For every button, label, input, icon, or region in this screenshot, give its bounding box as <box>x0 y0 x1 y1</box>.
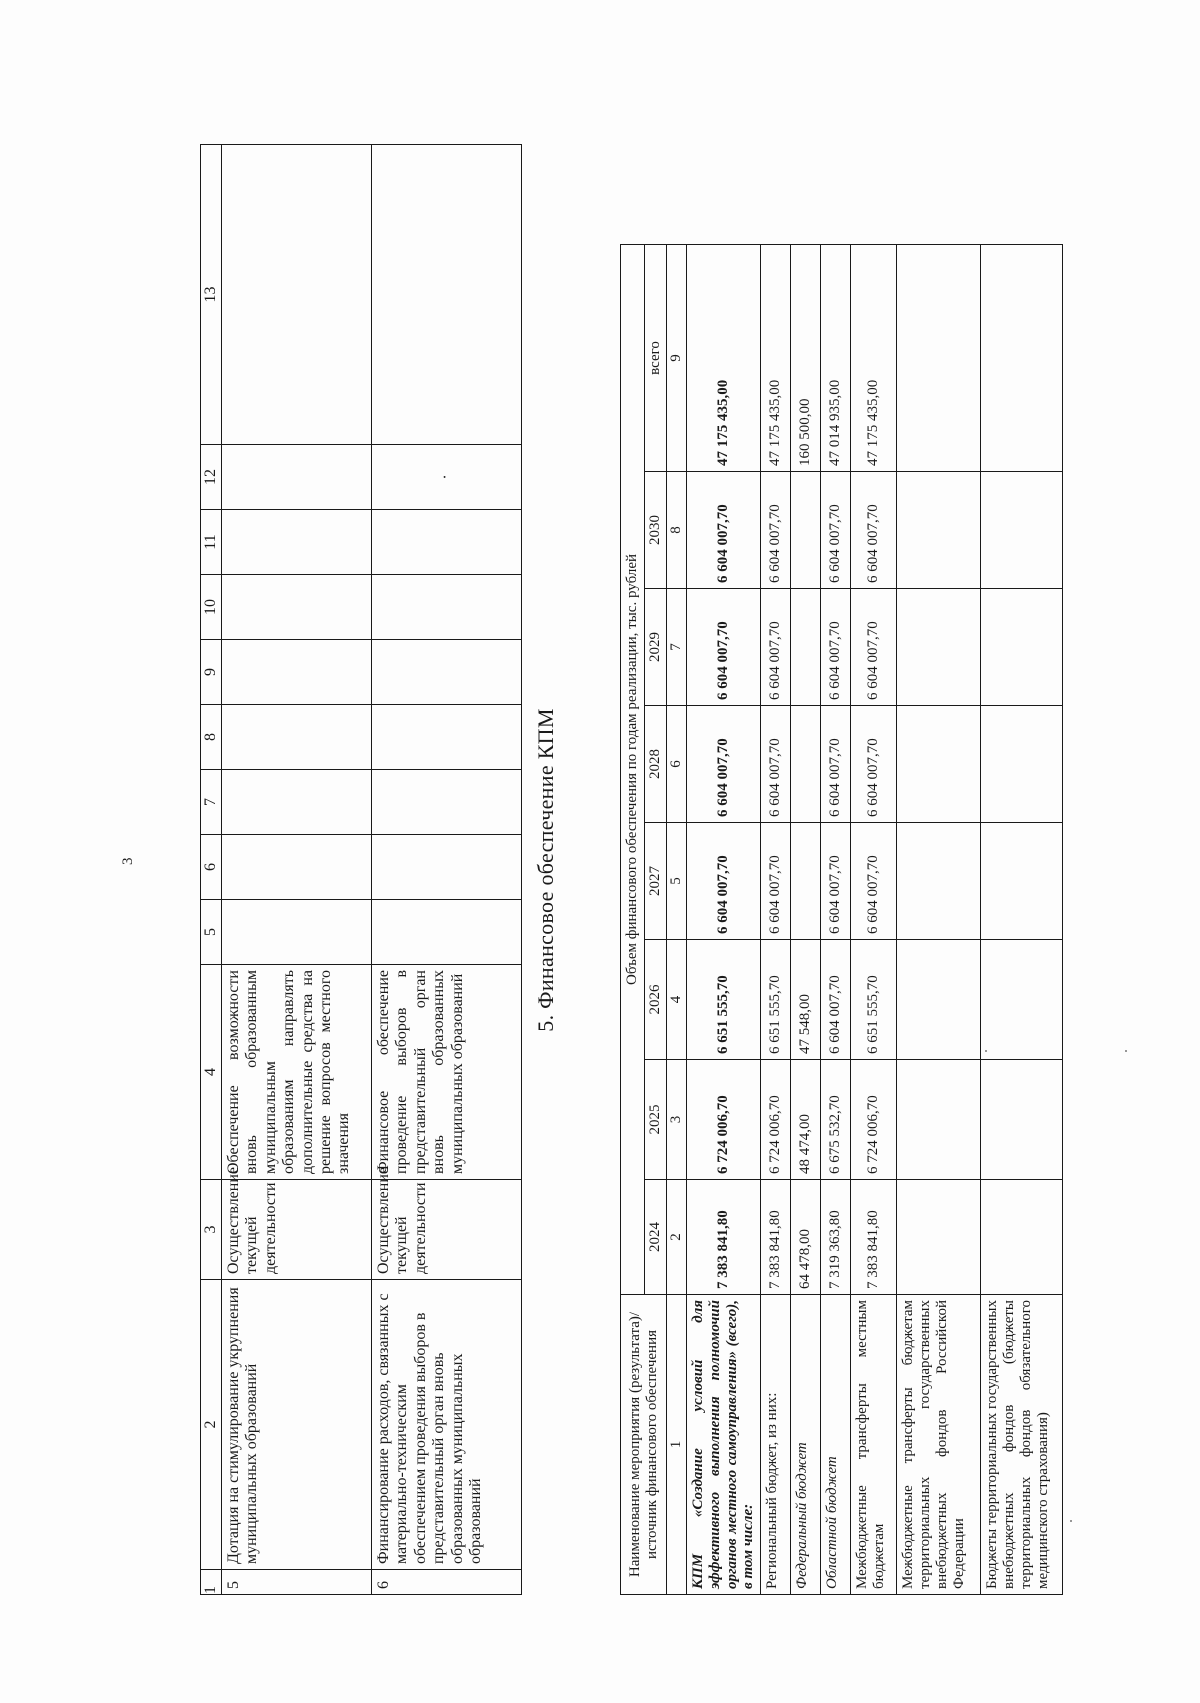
value-cell: 6 604 007,70 <box>761 472 791 589</box>
column-number-header: 3 <box>201 1180 222 1280</box>
stray-mark: · <box>372 445 522 510</box>
row-label: Бюджеты территориальных государственных внебюджетных фондов (бюджеты территориальных фондов обязательного медицинского страхования) <box>981 1295 1063 1595</box>
value-cell <box>897 706 981 823</box>
value-cell: 6 604 007,70 <box>851 589 897 706</box>
value-cell: 6 604 007,70 <box>821 472 851 589</box>
scan-speck <box>1070 1520 1072 1522</box>
value-cell: 6 651 555,70 <box>851 940 897 1060</box>
column-number-header: 7 <box>201 770 222 835</box>
measure-name: Дотация на стимулирование укрупнения муниципальных образований <box>222 1280 372 1570</box>
total-cell: 160 500,00 <box>791 244 821 471</box>
value-cell: 6 604 007,70 <box>687 823 761 940</box>
column-number: 4 <box>667 940 687 1060</box>
value-cell: 6 604 007,70 <box>687 472 761 589</box>
value-cell <box>897 589 981 706</box>
row-label: Межбюджетные трансферты бюджетам территориальных государственных внебюджетных фондов Российской Федерации <box>897 1295 981 1595</box>
value-cell: 6 604 007,70 <box>761 706 791 823</box>
column-number: 9 <box>667 244 687 471</box>
value-cell <box>981 1060 1063 1180</box>
row-label: Федеральный бюджет <box>791 1295 821 1595</box>
table-row <box>897 244 981 1594</box>
value-cell: 7 383 841,80 <box>851 1180 897 1295</box>
rotated-page-content <box>200 145 1080 1595</box>
row-label: Региональный бюджет, из них: <box>761 1295 791 1595</box>
source-header: Наименование мероприятия (результата)/ источник финансового обеспечения <box>621 1295 667 1595</box>
column-number: 7 <box>667 589 687 706</box>
measure-type: Осуществление текущей деятельности <box>222 1180 372 1280</box>
total-cell: 47 175 435,00 <box>687 244 761 471</box>
table-row <box>791 244 821 1594</box>
year-header: 2024 <box>645 1180 667 1295</box>
value-cell: 6 604 007,70 <box>821 823 851 940</box>
column-number: 1 <box>667 1295 687 1595</box>
table-row <box>222 145 372 1595</box>
year-header: 2026 <box>645 940 667 1060</box>
value-cell: 6 604 007,70 <box>821 706 851 823</box>
table-row <box>687 244 761 1594</box>
value-cell <box>897 823 981 940</box>
value-cell <box>897 940 981 1060</box>
measure-result: Финансовое обеспечение проведение выборов в представительный орган вновь образованных муниципальных образований <box>372 965 522 1180</box>
scan-speck <box>1125 1050 1127 1052</box>
column-number: 6 <box>667 706 687 823</box>
page-number: 3 <box>120 857 136 865</box>
total-cell <box>981 244 1063 471</box>
column-number: 5 <box>667 823 687 940</box>
value-cell: 6 604 007,70 <box>821 589 851 706</box>
row-label: Межбюджетные трансферты местным бюджетам <box>851 1295 897 1595</box>
row-number: 6 <box>372 1570 522 1595</box>
value-cell: 6 604 007,70 <box>761 589 791 706</box>
row-label: Областной бюджет <box>821 1295 851 1595</box>
column-number-header: 6 <box>201 835 222 900</box>
scan-speck <box>985 1050 987 1052</box>
year-header: 2028 <box>645 706 667 823</box>
year-header: 2027 <box>645 823 667 940</box>
value-cell: 6 604 007,70 <box>687 706 761 823</box>
value-cell <box>981 589 1063 706</box>
value-cell: 6 604 007,70 <box>851 706 897 823</box>
value-cell: 48 474,00 <box>791 1060 821 1180</box>
column-number-header: 12 <box>201 445 222 510</box>
measures-table-header-row <box>201 145 222 1595</box>
section-title: 5. Финансовое обеспечение КПМ <box>533 708 558 1032</box>
column-number-header: 1 <box>201 1570 222 1595</box>
value-cell <box>981 472 1063 589</box>
value-cell: 6 604 007,70 <box>851 823 897 940</box>
value-cell <box>897 472 981 589</box>
value-cell <box>981 706 1063 823</box>
value-cell: 6 604 007,70 <box>821 940 851 1060</box>
value-cell: 64 478,00 <box>791 1180 821 1295</box>
financing-table <box>620 244 1063 1595</box>
year-header: 2029 <box>645 589 667 706</box>
column-number-header: 11 <box>201 510 222 575</box>
total-cell: 47 175 435,00 <box>761 244 791 471</box>
column-number: 2 <box>667 1180 687 1295</box>
value-cell <box>791 589 821 706</box>
value-cell: 6 651 555,70 <box>761 940 791 1060</box>
measure-name: Финансирование расходов, связанных с материально-техническим обеспечением проведения выборов в представительный орган вновь образованных муниципальных образований <box>372 1280 522 1570</box>
measures-table <box>200 144 522 1595</box>
value-cell: 6 604 007,70 <box>761 823 791 940</box>
value-cell: 6 724 006,70 <box>761 1060 791 1180</box>
value-cell: 7 383 841,80 <box>687 1180 761 1295</box>
year-header: 2025 <box>645 1060 667 1180</box>
measure-type: Осуществление текущей деятельности <box>372 1180 522 1280</box>
value-cell: 7 319 363,80 <box>821 1180 851 1295</box>
volume-header: Объем финансового обеспечения по годам реализации, тыс. рублей <box>621 244 645 1294</box>
value-cell: 6 724 006,70 <box>851 1060 897 1180</box>
value-cell: 7 383 841,80 <box>761 1180 791 1295</box>
total-header: всего <box>645 244 667 471</box>
column-number-header: 13 <box>201 145 222 445</box>
value-cell: 6 604 007,70 <box>851 472 897 589</box>
value-cell <box>981 940 1063 1060</box>
total-cell: 47 014 935,00 <box>821 244 851 471</box>
value-cell <box>791 472 821 589</box>
column-number: 3 <box>667 1060 687 1180</box>
column-numbers-row <box>667 244 687 1594</box>
financing-header-row <box>621 244 645 1594</box>
value-cell <box>981 1180 1063 1295</box>
value-cell: 6 724 006,70 <box>687 1060 761 1180</box>
value-cell <box>897 1180 981 1295</box>
column-number-header: 10 <box>201 575 222 640</box>
value-cell <box>897 1060 981 1180</box>
value-cell: 47 548,00 <box>791 940 821 1060</box>
table-row <box>821 244 851 1594</box>
row-number: 5 <box>222 1570 372 1595</box>
year-header: 2030 <box>645 472 667 589</box>
value-cell <box>791 706 821 823</box>
table-row <box>761 244 791 1594</box>
row-label: КПМ «Создание условий для эффективного выполнения полномочий органов местного самоуправления» (всего), в том числе: <box>687 1295 761 1595</box>
column-number-header: 2 <box>201 1280 222 1570</box>
column-number: 8 <box>667 472 687 589</box>
total-cell <box>897 244 981 471</box>
value-cell: 6 651 555,70 <box>687 940 761 1060</box>
measure-result: Обеспечение возможности вновь образованным муниципальным образованиям направлять дополнительные средства на решение вопросов местного значения <box>222 965 372 1180</box>
value-cell <box>981 823 1063 940</box>
column-number-header: 5 <box>201 900 222 965</box>
table-row <box>851 244 897 1594</box>
column-number-header: 8 <box>201 705 222 770</box>
table-row <box>981 244 1063 1594</box>
table-row <box>372 145 522 1595</box>
value-cell: 6 604 007,70 <box>687 589 761 706</box>
column-number-header: 9 <box>201 640 222 705</box>
total-cell: 47 175 435,00 <box>851 244 897 471</box>
column-number-header: 4 <box>201 965 222 1180</box>
value-cell: 6 675 532,70 <box>821 1060 851 1180</box>
value-cell <box>791 823 821 940</box>
